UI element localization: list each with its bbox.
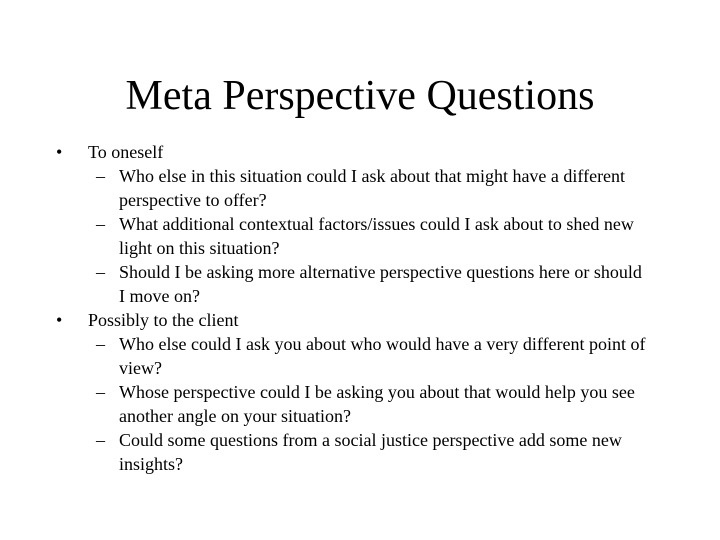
bullet-marker: •: [56, 142, 63, 162]
bullet-item: [56, 140, 676, 164]
dash-marker: –: [96, 214, 105, 234]
dash-marker: –: [96, 430, 105, 450]
sub-bullet-text: What additional contextual factors/issues could I ask about to shed new light on this situation?: [119, 214, 634, 258]
sub-bullet-text: Whose perspective could I be asking you about that would help you see another angle on your situation?: [119, 382, 635, 426]
sub-bullet-text: Should I be asking more alternative perspective questions here or should I move on?: [119, 262, 642, 306]
dash-marker: –: [96, 382, 105, 402]
sub-bullet-item: [56, 332, 676, 380]
bullet-text: To oneself: [88, 142, 164, 162]
sub-bullet-text: Who else in this situation could I ask about that might have a different perspective to offer?: [119, 166, 626, 210]
bullet-item: [56, 308, 676, 332]
sub-bullet-item: [56, 164, 676, 212]
sub-bullet-text: Who else could I ask you about who would have a very different point of view?: [119, 334, 646, 378]
dash-marker: –: [96, 166, 105, 186]
sub-bullet-item: [56, 212, 676, 260]
dash-marker: –: [96, 262, 105, 282]
sub-bullet-item: [56, 380, 676, 428]
sub-bullet-text: Could some questions from a social justice perspective add some new insights?: [119, 430, 622, 474]
bullet-marker: •: [56, 310, 63, 330]
sub-bullet-item: [56, 260, 676, 308]
slide-content: [56, 140, 676, 476]
sub-bullet-item: [56, 428, 676, 476]
dash-marker: –: [96, 334, 105, 354]
slide-title: Meta Perspective Questions: [125, 73, 595, 119]
bullet-text: Possibly to the client: [88, 310, 239, 330]
